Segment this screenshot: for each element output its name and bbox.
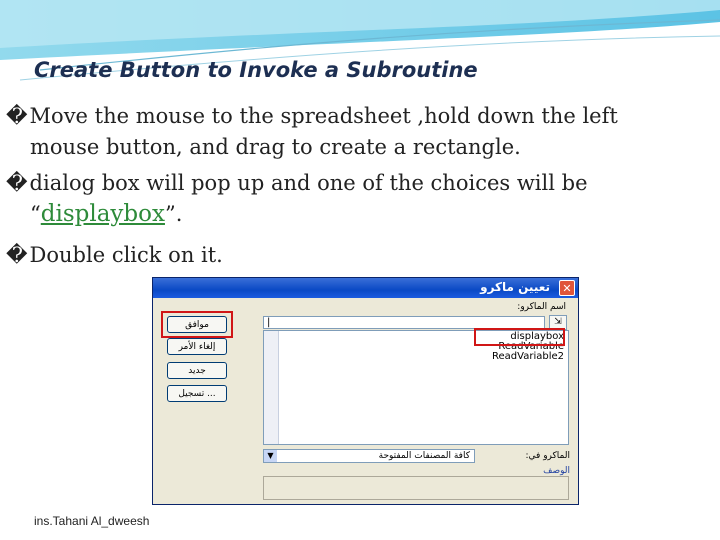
ok-button[interactable]: موافق	[167, 316, 227, 333]
displaybox-highlight	[474, 328, 565, 346]
displaybox-link[interactable]: displaybox	[40, 201, 165, 227]
macros-in-select[interactable]: ▼ كافة المصنفات المفتوحة	[263, 449, 475, 463]
chevron-down-icon[interactable]: ▼	[264, 450, 277, 462]
description-label: الوصف	[543, 466, 570, 476]
assign-macro-dialog	[152, 277, 579, 505]
description-area	[263, 476, 569, 500]
bullet-dialog-box: �dialog box will pop up and one of the choices will be “displaybox”.	[6, 171, 588, 227]
list-scrollbar[interactable]	[264, 331, 279, 444]
bullet-marker: �	[6, 104, 28, 128]
dialog-title: تعيين ماكرو	[480, 280, 550, 294]
slide-title: Create Button to Invoke a Subroutine	[34, 58, 478, 82]
close-icon[interactable]: ✕	[559, 280, 575, 296]
dialog-titlebar[interactable]	[153, 278, 578, 298]
bullet-double-click: �Double click on it.	[6, 243, 223, 267]
ok-button-highlight	[161, 311, 233, 338]
macro-item-readvariable2[interactable]: ReadVariable2	[492, 351, 564, 362]
macro-name-label: اسم الماكرو:	[517, 302, 566, 312]
new-button[interactable]: جديد	[167, 362, 227, 379]
macro-list[interactable]	[263, 330, 569, 445]
macros-in-label: الماكرو في:	[525, 451, 570, 461]
macro-name-input[interactable]: |	[263, 316, 545, 329]
record-button[interactable]: تسجيل ...	[167, 385, 227, 402]
collapse-dialog-icon[interactable]: ⇲	[549, 315, 567, 330]
cancel-button[interactable]: إلغاء الأمر	[167, 338, 227, 355]
bullet-marker: �	[6, 171, 28, 195]
bullet-marker: �	[6, 243, 28, 267]
bullet-move-mouse: �Move the mouse to the spreadsheet ,hold down the left mouse button, and drag to create a rectangle.	[6, 104, 618, 159]
author-credit: ins.Tahani Al_dweesh	[34, 514, 150, 528]
macro-item-readvariable[interactable]: ReadVariable	[498, 341, 564, 352]
macro-item-displaybox[interactable]: displaybox	[510, 331, 564, 342]
